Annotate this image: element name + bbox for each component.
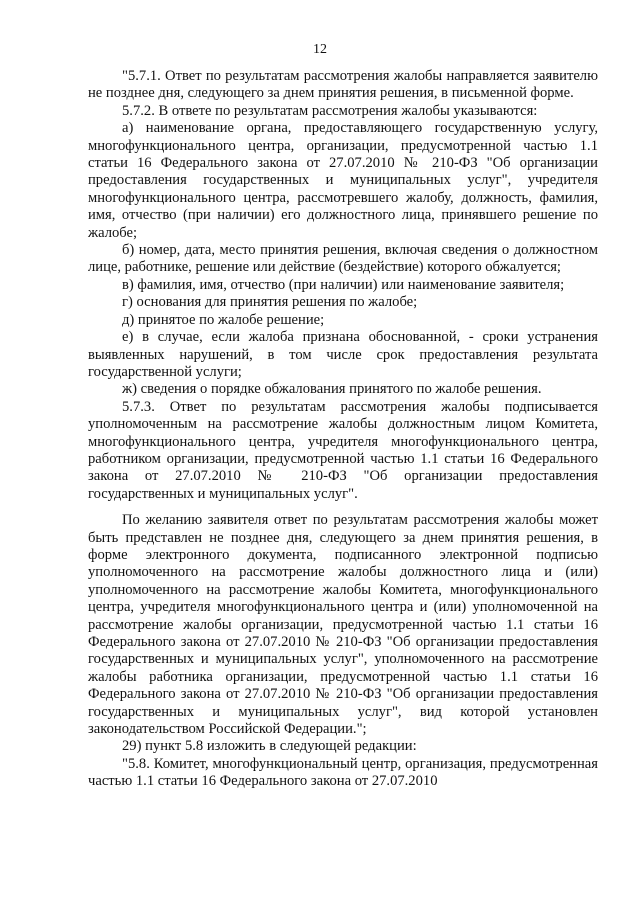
paragraph-item-zh: ж) сведения о порядке обжалования принятого по жалобе решения. bbox=[122, 381, 542, 398]
paragraph-item-g: г) основания для принятия решения по жалобе; bbox=[122, 294, 418, 311]
paragraph-5-7-1: "5.7.1. Ответ по результатам рассмотрения жалобы направляется заявителю не позднее дня, следующего за днем принятия решения, в письменной форме. bbox=[88, 68, 598, 102]
paragraph-item-29: 29) пункт 5.8 изложить в следующей редакции: bbox=[122, 738, 417, 755]
paragraph-item-d: д) принятое по жалобе решение; bbox=[122, 311, 325, 328]
paragraph-item-v: в) фамилия, имя, отчество (при наличии) или наименование заявителя; bbox=[122, 276, 565, 293]
document-body bbox=[88, 68, 598, 791]
paragraph-5-7-2: 5.7.2. В ответе по результатам рассмотрения жалобы указываются: bbox=[122, 102, 538, 119]
paragraph-electronic-answer: По желанию заявителя ответ по результатам рассмотрения жалобы может быть представлен не позднее дня, следующего за днем принятия решения, в форме электронного документа, подписанного электронной подписью уполномоченного на рассмотрение жалобы должностного лица и (или) уполномоченного на рассмотрение жалобы Комитета, многофункционального центра, учредителя многофункционального центра и (или) уполномоченной на рассмотрение жалобы организации, предусмотренной частью 1.1 статьи 16 Федерального закона от 27.07.2010 № 210-ФЗ "Об организации предоставления государственных и муниципальных услуг", уполномоченного на рассмотрение жалобы работника организации, предусмотренной частью 1.1 статьи 16 Федерального закона от 27.07.2010 № 210-ФЗ "Об организации предоставления государственных и муниципальных услуг", вид которой установлен законодательством Российской Федерации."; bbox=[88, 512, 598, 738]
paragraph-item-b: б) номер, дата, место принятия решения, включая сведения о должностном лице, работнике, решение или действие (бездействие) которого обжалуется; bbox=[88, 242, 598, 276]
paragraph-item-a: а) наименование органа, предоставляющего государственную услугу, многофункционального центра, организации, предусмотренной частью 1.1 статьи 16 Федерального закона от 27.07.2010 № 210-ФЗ "Об организации предоставления государственных и муниципальных услуг", учредителя многофункционального центра, рассмотревшего жалобу, должность, фамилия, имя, отчество (при наличии) его должностного лица, принявшего решение по жалобе; bbox=[88, 120, 598, 241]
page-number: 12 bbox=[313, 42, 327, 57]
paragraph-item-e: е) в случае, если жалоба признана обоснованной, - сроки устранения выявленных нарушений, в том числе срок предоставления результата государственной услуги; bbox=[88, 329, 598, 380]
paragraph-5-8: "5.8. Комитет, многофункциональный центр, организация, предусмотренная частью 1.1 статьи 16 Федерального закона от 27.07.2010 bbox=[88, 755, 598, 790]
paragraph-5-7-3: 5.7.3. Ответ по результатам рассмотрения жалобы подписывается уполномоченным на рассмотрение жалобы должностным лицом Комитета, многофункционального центра, учредителя многофункционального центра, работником организации, предусмотренной частью 1.1 статьи 16 Федерального закона от 27.07.2010 № 210-ФЗ "Об организации предоставления государственных и муниципальных услуг". bbox=[88, 398, 598, 502]
